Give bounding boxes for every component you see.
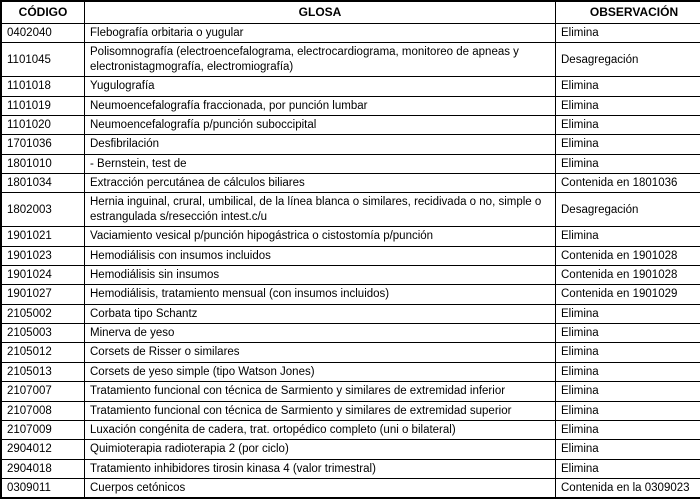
table-row [1,227,700,246]
cell-codigo: 2105013 [1,362,85,381]
cell-codigo: 1101045 [1,43,85,77]
cell-glosa: Extracción percutánea de cálculos biliares [85,174,556,193]
cell-codigo: 2107007 [1,382,85,401]
cell-observacion: Elimina [556,343,700,362]
table-row [1,382,700,401]
cell-observacion: Contenida en 1901029 [556,285,700,304]
cell-glosa: Hernia inguinal, crural, umbilical, de la línea blanca o similares, recidivada o no, simple o estrangulada s/resección intest.c/u [85,193,556,227]
cell-codigo: 1901021 [1,227,85,246]
cell-observacion: Elimina [556,382,700,401]
cell-observacion: Elimina [556,135,700,154]
table-row [1,420,700,439]
cell-observacion: Elimina [556,362,700,381]
cell-glosa: - Bernstein, test de [85,154,556,173]
cell-glosa: Flebografía orbitaria o yugular [85,24,556,43]
cell-observacion: Elimina [556,459,700,478]
cell-observacion: Elimina [556,304,700,323]
cell-observacion: Elimina [556,227,700,246]
cell-observacion: Desagregación [556,193,700,227]
header-row [1,1,700,24]
cell-codigo: 2105002 [1,304,85,323]
table-row [1,77,700,96]
table-row [1,246,700,265]
cell-glosa: Yugulografía [85,77,556,96]
cell-codigo: 2904018 [1,459,85,478]
table-row [1,324,700,343]
header-codigo: CÓDIGO [1,1,85,24]
cell-codigo: 2107008 [1,401,85,420]
cell-glosa: Hemodiálisis sin insumos [85,265,556,284]
cell-observacion: Elimina [556,420,700,439]
cell-glosa: Desfibrilación [85,135,556,154]
cell-observacion: Elimina [556,96,700,115]
table-row [1,479,700,499]
cell-observacion: Elimina [556,154,700,173]
table-row [1,362,700,381]
table-row [1,193,700,227]
cell-glosa: Luxación congénita de cadera, trat. ortopédico completo (uni o bilateral) [85,420,556,439]
cell-codigo: 1801010 [1,154,85,173]
table-row [1,96,700,115]
cell-glosa: Corsets de yeso simple (tipo Watson Jones) [85,362,556,381]
cell-codigo: 1901023 [1,246,85,265]
table-row [1,265,700,284]
cell-codigo: 0309011 [1,479,85,499]
table-row [1,440,700,459]
table-row [1,174,700,193]
table-row [1,285,700,304]
cell-observacion: Elimina [556,24,700,43]
cell-codigo: 1901027 [1,285,85,304]
cell-observacion: Contenida en 1901028 [556,246,700,265]
table-row [1,154,700,173]
cell-glosa: Neumoencefalografía fraccionada, por punción lumbar [85,96,556,115]
cell-codigo: 1802003 [1,193,85,227]
cell-codigo: 2105012 [1,343,85,362]
table-row [1,24,700,43]
cell-glosa: Neumoencefalografía p/punción suboccipital [85,115,556,134]
header-glosa: GLOSA [85,1,556,24]
cell-observacion: Elimina [556,440,700,459]
cell-observacion: Contenida en la 0309023 [556,479,700,499]
cell-codigo: 1701036 [1,135,85,154]
cell-observacion: Elimina [556,401,700,420]
cell-codigo: 2105003 [1,324,85,343]
cell-glosa: Minerva de yeso [85,324,556,343]
cell-codigo: 1101018 [1,77,85,96]
cell-observacion: Elimina [556,77,700,96]
cell-glosa: Polisomnografía (electroencefalograma, electrocardiograma, monitoreo de apneas y electronistagmografía, electromiografía) [85,43,556,77]
cell-glosa: Corsets de Risser o similares [85,343,556,362]
cell-observacion: Contenida en 1801036 [556,174,700,193]
table-row [1,43,700,77]
cell-glosa: Tratamiento funcional con técnica de Sarmiento y similares de extremidad superior [85,401,556,420]
table-row [1,304,700,323]
cell-observacion: Desagregación [556,43,700,77]
cell-codigo: 1101020 [1,115,85,134]
table-header [1,1,700,24]
cell-observacion: Elimina [556,324,700,343]
cell-glosa: Cuerpos cetónicos [85,479,556,499]
cell-codigo: 2904012 [1,440,85,459]
table-body [1,24,700,499]
cell-codigo: 1901024 [1,265,85,284]
table-row [1,401,700,420]
cell-glosa: Hemodiálisis, tratamiento mensual (con insumos incluidos) [85,285,556,304]
cell-glosa: Tratamiento inhibidores tirosin kinasa 4 (valor trimestral) [85,459,556,478]
cell-glosa: Tratamiento funcional con técnica de Sarmiento y similares de extremidad inferior [85,382,556,401]
cell-codigo: 0402040 [1,24,85,43]
cell-glosa: Vaciamiento vesical p/punción hipogástrica o cistostomía p/punción [85,227,556,246]
cell-observacion: Elimina [556,115,700,134]
cell-glosa: Hemodiálisis con insumos incluidos [85,246,556,265]
table-row [1,459,700,478]
cell-observacion: Contenida en 1901028 [556,265,700,284]
cell-codigo: 2107009 [1,420,85,439]
table-row [1,115,700,134]
table-row [1,343,700,362]
table-row [1,135,700,154]
cell-codigo: 1101019 [1,96,85,115]
header-observacion: OBSERVACIÓN [556,1,700,24]
cell-codigo: 1801034 [1,174,85,193]
cell-glosa: Corbata tipo Schantz [85,304,556,323]
cell-glosa: Quimioterapia radioterapia 2 (por ciclo) [85,440,556,459]
